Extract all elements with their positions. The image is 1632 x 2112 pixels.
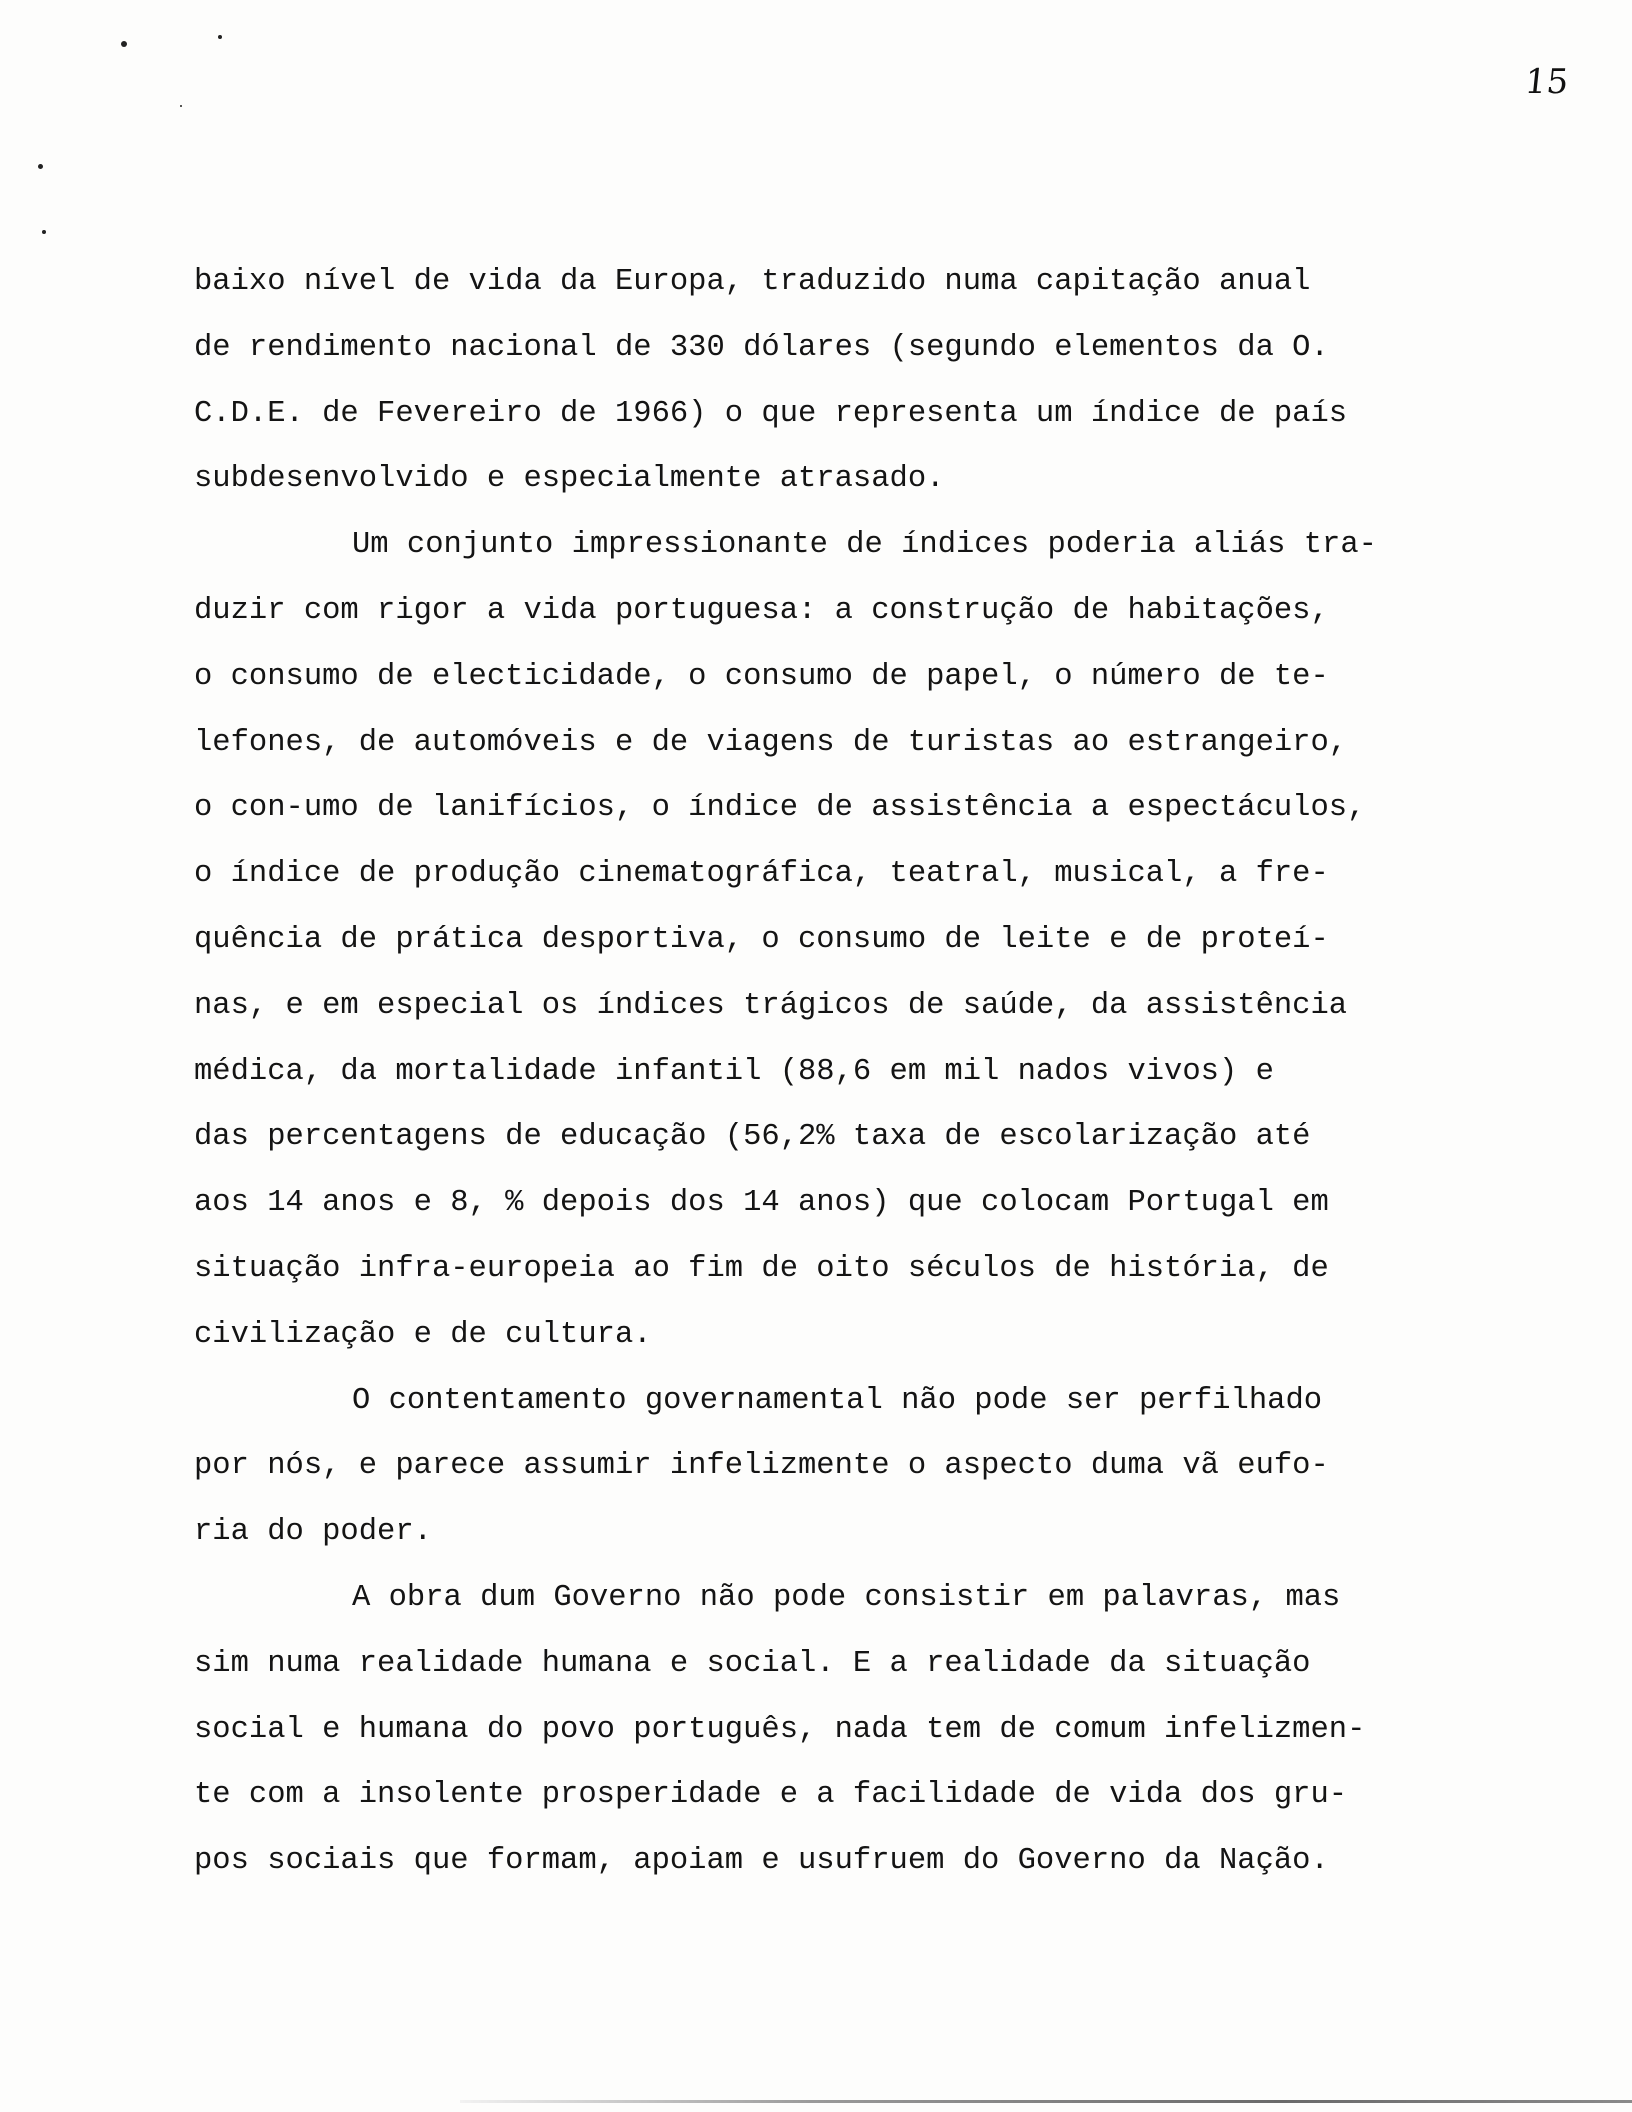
text-line: civilização e de cultura. [194, 1317, 652, 1352]
text-line: o índice de produção cinematográfica, teatral, musical, a fre- [194, 857, 1329, 892]
text-line: pos sociais que formam, apoiam e usufruem do Governo da Nação. [194, 1844, 1329, 1879]
text-line: nas, e em especial os índices trágicos de saúde, da assistência [194, 988, 1348, 1023]
text-line: C.D.E. de Fevereiro de 1966) o que representa um índice de país [194, 396, 1348, 431]
scan-speck [121, 41, 127, 47]
scan-speck [180, 105, 182, 107]
text-line: médica, da mortalidade infantil (88,6 em mil nados vivos) e [194, 1054, 1274, 1089]
scan-speck [38, 164, 43, 169]
text-line: O contentamento governamental não pode ser perfilhado [352, 1383, 1323, 1418]
text-line: social e humana do povo português, nada tem de comum infelizmen- [194, 1712, 1366, 1747]
page-number: 15 [1522, 62, 1571, 102]
text-line: lefones, de automóveis e de viagens de turistas ao estrangeiro, [194, 725, 1348, 760]
text-line: A obra dum Governo não pode consistir em palavras, mas [352, 1580, 1341, 1615]
scan-bottom-edge [460, 2100, 1632, 2103]
text-line: duzir com rigor a vida portuguesa: a construção de habitações, [194, 593, 1329, 628]
text-line: das percentagens de educação (56,2% taxa de escolarização até [194, 1120, 1311, 1155]
scan-speck [218, 35, 222, 39]
text-line: te com a insolente prosperidade e a facilidade de vida dos gru- [194, 1778, 1348, 1813]
text-line: de rendimento nacional de 330 dólares (segundo elementos da O. [194, 330, 1329, 365]
text-line: o consumo de electicidade, o consumo de papel, o número de te- [194, 659, 1329, 694]
text-line: quência de prática desportiva, o consumo de leite e de proteí- [194, 922, 1329, 957]
body-text [194, 250, 1494, 1895]
text-line: sim numa realidade humana e social. E a realidade da situação [194, 1646, 1311, 1681]
text-line: situação infra-europeia ao fim de oito séculos de história, de [194, 1251, 1329, 1286]
text-line: baixo nível de vida da Europa, traduzido numa capitação anual [194, 265, 1311, 299]
text-line: Um conjunto impressionante de índices poderia aliás tra- [352, 528, 1377, 563]
text-line: o con-umo de lanifícios, o índice de assistência a espectáculos, [194, 791, 1366, 826]
scan-speck [42, 230, 46, 234]
text-line: por nós, e parece assumir infelizmente o aspecto duma vã eufo- [194, 1449, 1329, 1484]
text-line: aos 14 anos e 8, % depois dos 14 anos) que colocam Portugal em [194, 1186, 1329, 1221]
text-line: subdesenvolvido e especialmente atrasado. [194, 462, 945, 497]
text-line: ria do poder. [194, 1515, 432, 1550]
